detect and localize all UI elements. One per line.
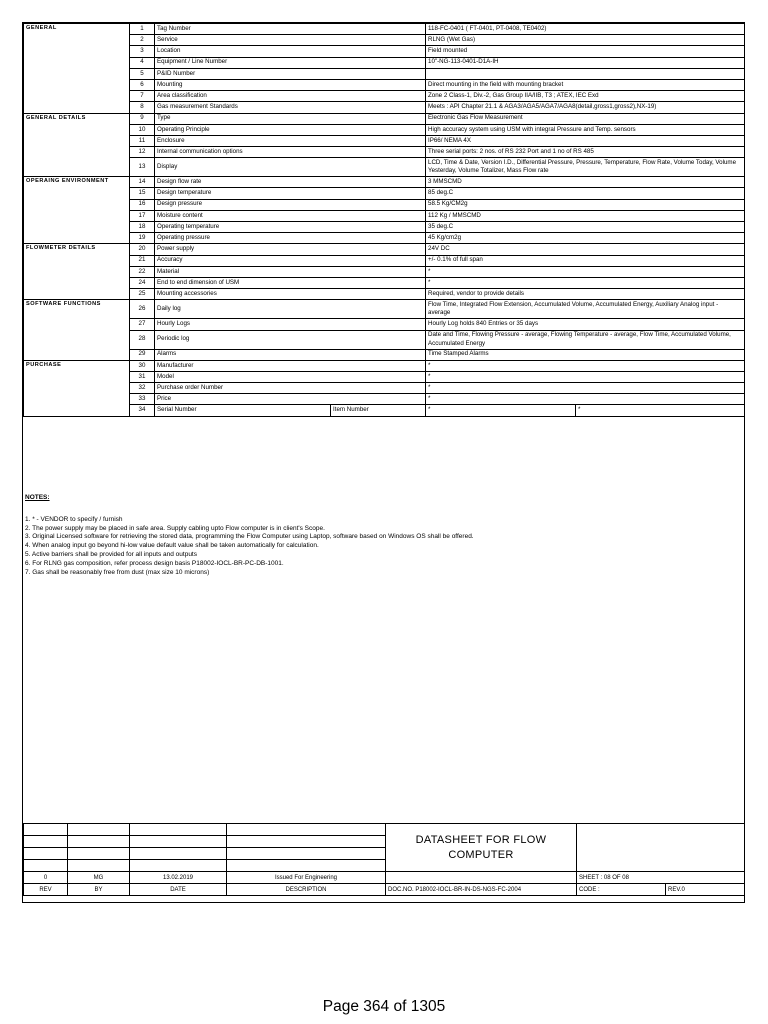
by-cell-empty <box>68 836 130 848</box>
row-number: 17 <box>130 210 155 221</box>
parameter-value: RLNG (Wet Gas) <box>426 35 745 46</box>
section-spacer <box>24 35 130 46</box>
revision-number: 0 <box>24 872 68 884</box>
spec-row <box>24 68 745 79</box>
by-cell-empty <box>68 860 130 872</box>
row-number: 14 <box>130 177 155 188</box>
spec-row <box>24 210 745 221</box>
title-block <box>23 823 745 896</box>
parameter-name: Model <box>155 371 426 382</box>
spec-row <box>24 35 745 46</box>
title-line-2: COMPUTER <box>448 848 514 861</box>
parameter-value: Date and Time, Flowing Pressure - average, Flowing Temperature - average, Flow Time, Accumulated Volume, Accumulated Energy <box>426 330 745 349</box>
note-item: 7. Gas shall be reasonably free from dust (max size 10 microns) <box>25 568 210 576</box>
section-spacer <box>24 405 130 416</box>
row-number: 11 <box>130 135 155 146</box>
date-cell-empty <box>130 848 227 860</box>
rev-cell-empty <box>24 824 68 836</box>
parameter-value: * <box>426 383 745 394</box>
spec-row <box>24 244 745 255</box>
parameter-name: Service <box>155 35 426 46</box>
spec-row <box>24 102 745 113</box>
section-spacer <box>24 371 130 382</box>
parameter-name: Design temperature <box>155 188 426 199</box>
row-number: 1 <box>130 24 155 35</box>
title-line-1: DATASHEET FOR FLOW <box>415 833 547 846</box>
document-title <box>386 824 577 872</box>
parameter-value: Zone 2 Class-1, Div.-2, Gas Group IIA/IIB, T3 ; ATEX, IEC Exd <box>426 91 745 102</box>
row-number: 29 <box>130 349 155 360</box>
parameter-value: Three serial ports: 2 nos. of RS 232 Port and 1 no of RS 485 <box>426 147 745 158</box>
parameter-value: 58.5 Kg/CM2g <box>426 199 745 210</box>
by-cell-empty <box>68 824 130 836</box>
parameter-name: Mounting <box>155 79 426 90</box>
parameter-name: Moisture content <box>155 210 426 221</box>
parameter-name: Manufacturer <box>155 360 426 371</box>
row-number: 10 <box>130 124 155 135</box>
parameter-name: End to end dimension of USM <box>155 277 426 288</box>
spec-row <box>24 113 745 124</box>
section-spacer <box>24 233 130 244</box>
spec-row <box>24 255 745 266</box>
spec-row <box>24 289 745 300</box>
note-item: 5. Active barriers shall be provided for all inputs and outputs <box>25 550 197 558</box>
row-number: 21 <box>130 255 155 266</box>
section-spacer <box>24 383 130 394</box>
section-spacer <box>24 289 130 300</box>
section-spacer <box>24 330 130 349</box>
parameter-name: Accuracy <box>155 255 426 266</box>
parameter-name: Hourly Logs <box>155 319 426 330</box>
parameter-value: Direct mounting in the field with mounting bracket <box>426 79 745 90</box>
section-spacer <box>24 277 130 288</box>
sheet-number: SHEET : 08 OF 08 <box>577 872 745 884</box>
parameter-value: Time Stamped Alarms <box>426 349 745 360</box>
date-cell-empty <box>130 836 227 848</box>
spec-row <box>24 383 745 394</box>
row-number: 22 <box>130 266 155 277</box>
spec-row <box>24 91 745 102</box>
spec-row <box>24 46 745 57</box>
parameter-value: LCD, Time & Date, Version I.D., Differential Pressure, Pressure, Temperature, Flow Rate, Volume Today, Volume Yesterday, Volume Totalizer, Mass Flow rate <box>426 158 745 177</box>
section-spacer <box>24 124 130 135</box>
parameter-name: Alarms <box>155 349 426 360</box>
section-spacer <box>24 255 130 266</box>
row-number: 4 <box>130 57 155 68</box>
spec-row <box>24 233 745 244</box>
parameter-value: 112 Kg / MMSCMD <box>426 210 745 221</box>
row-number: 26 <box>130 300 155 319</box>
parameter-name: Power supply <box>155 244 426 255</box>
date-cell-empty <box>130 824 227 836</box>
row-number: 18 <box>130 222 155 233</box>
row-number: 6 <box>130 79 155 90</box>
row-number: 3 <box>130 46 155 57</box>
rev-cell-empty <box>24 860 68 872</box>
notes-section <box>23 493 744 577</box>
parameter-name: Design pressure <box>155 199 426 210</box>
row-number: 20 <box>130 244 155 255</box>
section-spacer <box>24 79 130 90</box>
parameter-name: Daily log <box>155 300 426 319</box>
parameter-name: P&ID Number <box>155 68 426 79</box>
parameter-value: IP66/ NEMA 4X <box>426 135 745 146</box>
row-number: 12 <box>130 147 155 158</box>
section-spacer <box>24 57 130 68</box>
section-label: OPERAING ENVIRONMENT <box>24 177 130 188</box>
spec-row <box>24 360 745 371</box>
section-spacer <box>24 394 130 405</box>
section-spacer <box>24 222 130 233</box>
spec-row <box>24 277 745 288</box>
parameter-name: Operating pressure <box>155 233 426 244</box>
spec-row <box>24 330 745 349</box>
parameter-value: Meets : API Chapter 21.1 & AGA3/AGA5/AGA7/AGA8(detail,gross1,gross2),NX-19) <box>426 102 745 113</box>
title-spacer <box>386 872 577 884</box>
spec-row <box>24 188 745 199</box>
parameter-value: * <box>426 371 745 382</box>
parameter-name: Enclosure <box>155 135 426 146</box>
spec-row <box>24 405 745 416</box>
notes-heading: NOTES: <box>25 494 50 501</box>
parameter-name: Display <box>155 158 426 177</box>
section-spacer <box>24 188 130 199</box>
parameter-name-2: Item Number <box>331 405 426 416</box>
desc-cell-empty <box>227 860 386 872</box>
parameter-value-2: * <box>576 405 745 416</box>
desc-cell-empty <box>227 848 386 860</box>
parameter-value: * <box>426 277 745 288</box>
row-number: 30 <box>130 360 155 371</box>
parameter-name: Tag Number <box>155 24 426 35</box>
code-label: CODE : <box>577 884 666 896</box>
section-label: PURCHASE <box>24 360 130 371</box>
section-spacer <box>24 349 130 360</box>
section-label: SOFTWARE FUNCTIONS <box>24 300 130 319</box>
section-spacer <box>24 68 130 79</box>
by-header: BY <box>68 884 130 896</box>
parameter-name: Purchase order Number <box>155 383 426 394</box>
rev-cell-empty <box>24 848 68 860</box>
parameter-value: * <box>426 394 745 405</box>
by-cell-empty <box>68 848 130 860</box>
spec-row <box>24 371 745 382</box>
spec-row <box>24 394 745 405</box>
spec-row <box>24 222 745 233</box>
row-number: 28 <box>130 330 155 349</box>
row-number: 25 <box>130 289 155 300</box>
spec-row <box>24 57 745 68</box>
row-number: 27 <box>130 319 155 330</box>
parameter-value: 3 MMSCMD <box>426 177 745 188</box>
parameter-value: * <box>426 266 745 277</box>
parameter-value: Required, vendor to provide details <box>426 289 745 300</box>
note-item: 2. The power supply may be placed in safe area. Supply cabling upto Flow computer is in client's Scope. <box>25 524 325 532</box>
section-spacer <box>24 102 130 113</box>
row-number: 15 <box>130 188 155 199</box>
spec-row <box>24 79 745 90</box>
notes-list <box>23 516 744 578</box>
revision-by: MG <box>68 872 130 884</box>
spec-row <box>24 319 745 330</box>
parameter-value: +/- 0.1% of full span <box>426 255 745 266</box>
parameter-name: Operating temperature <box>155 222 426 233</box>
parameter-value: Flow Time, Integrated Flow Extension, Accumulated Volume, Accumulated Energy, Auxiliary Analog input - average <box>426 300 745 319</box>
row-number: 2 <box>130 35 155 46</box>
spec-row <box>24 135 745 146</box>
parameter-name: Location <box>155 46 426 57</box>
note-item: 3. Original Licensed software for retrieving the stored data, programming the Flow Computer using Laptop, software based on Windows OS shall be offered. <box>25 533 474 541</box>
spec-row <box>24 199 745 210</box>
revision-date: 13.02.2019 <box>130 872 227 884</box>
row-number: 8 <box>130 102 155 113</box>
spec-table <box>23 23 745 417</box>
parameter-name: Operating Principle <box>155 124 426 135</box>
rev-header: REV <box>24 884 68 896</box>
note-item: 4. When analog input go beyond hi-low value default value shall be taken automatically for calculation. <box>25 542 319 550</box>
parameter-name: Material <box>155 266 426 277</box>
page-number: Page 364 of 1305 <box>322 998 446 1015</box>
section-spacer <box>24 158 130 177</box>
description-header: DESCRIPTION <box>227 884 386 896</box>
rev-cell-empty <box>24 836 68 848</box>
parameter-name: Internal communication options <box>155 147 426 158</box>
date-header: DATE <box>130 884 227 896</box>
note-item: 6. For RLNG gas composition, refer process design basis P18002-IOCL-BR-PC-DB-1001. <box>25 559 284 567</box>
parameter-name: Periodic log <box>155 330 426 349</box>
date-cell-empty <box>130 860 227 872</box>
spec-row <box>24 300 745 319</box>
section-label: GENERAL <box>24 24 130 35</box>
section-spacer <box>24 46 130 57</box>
row-number: 33 <box>130 394 155 405</box>
parameter-value: 118-FC-0401 ( FT-0401, PT-0408, TE0402) <box>426 24 745 35</box>
parameter-name: Gas measurement Standards <box>155 102 426 113</box>
parameter-value: Hourly Log holds 840 Entries or 35 days <box>426 319 745 330</box>
parameter-value: 24V DC <box>426 244 745 255</box>
spec-row <box>24 158 745 177</box>
parameter-value: 85 deg.C <box>426 188 745 199</box>
section-spacer <box>24 91 130 102</box>
row-number: 7 <box>130 91 155 102</box>
revision-label: REV.0 <box>666 884 745 896</box>
section-spacer <box>24 319 130 330</box>
row-number: 9 <box>130 113 155 124</box>
row-number: 31 <box>130 371 155 382</box>
datasheet-page <box>22 22 745 903</box>
row-number: 24 <box>130 277 155 288</box>
section-label: GENERAL DETAILS <box>24 113 130 124</box>
parameter-name: Equipment / Line Number <box>155 57 426 68</box>
parameter-name: Serial Number <box>155 405 331 416</box>
parameter-name: Area classification <box>155 91 426 102</box>
note-item: 1. * - VENDOR to specify / furnish <box>25 515 123 523</box>
spec-row <box>24 147 745 158</box>
spec-row <box>24 266 745 277</box>
parameter-name: Type <box>155 113 426 124</box>
row-number: 34 <box>130 405 155 416</box>
section-label: FLOWMETER DETAILS <box>24 244 130 255</box>
revision-description: Issued For Engineering <box>227 872 386 884</box>
section-spacer <box>24 199 130 210</box>
parameter-value <box>426 68 745 79</box>
parameter-value: 35 deg.C <box>426 222 745 233</box>
spec-row <box>24 24 745 35</box>
document-number: DOC.NO. P18002-IOCL-BR-IN-DS-NGS-FC-2004 <box>386 884 577 896</box>
desc-cell-empty <box>227 824 386 836</box>
row-number: 19 <box>130 233 155 244</box>
parameter-name: Design flow rate <box>155 177 426 188</box>
logo-cell <box>577 824 745 872</box>
row-number: 16 <box>130 199 155 210</box>
parameter-value: Electronic Gas Flow Measurement <box>426 113 745 124</box>
row-number: 5 <box>130 68 155 79</box>
section-spacer <box>24 135 130 146</box>
spec-row <box>24 349 745 360</box>
parameter-value: 10"-NG-113-0401-D1A-IH <box>426 57 745 68</box>
parameter-value: * <box>426 360 745 371</box>
parameter-value: 45 Kg/cm2g <box>426 233 745 244</box>
row-number: 13 <box>130 158 155 177</box>
parameter-name: Mounting accessories <box>155 289 426 300</box>
parameter-name: Price <box>155 394 426 405</box>
section-spacer <box>24 210 130 221</box>
parameter-value: Field mounted <box>426 46 745 57</box>
spec-row <box>24 124 745 135</box>
parameter-value: High accuracy system using USM with integral Pressure and Temp. sensors <box>426 124 745 135</box>
section-spacer <box>24 266 130 277</box>
parameter-value: * <box>426 405 576 416</box>
desc-cell-empty <box>227 836 386 848</box>
row-number: 32 <box>130 383 155 394</box>
section-spacer <box>24 147 130 158</box>
spec-row <box>24 177 745 188</box>
